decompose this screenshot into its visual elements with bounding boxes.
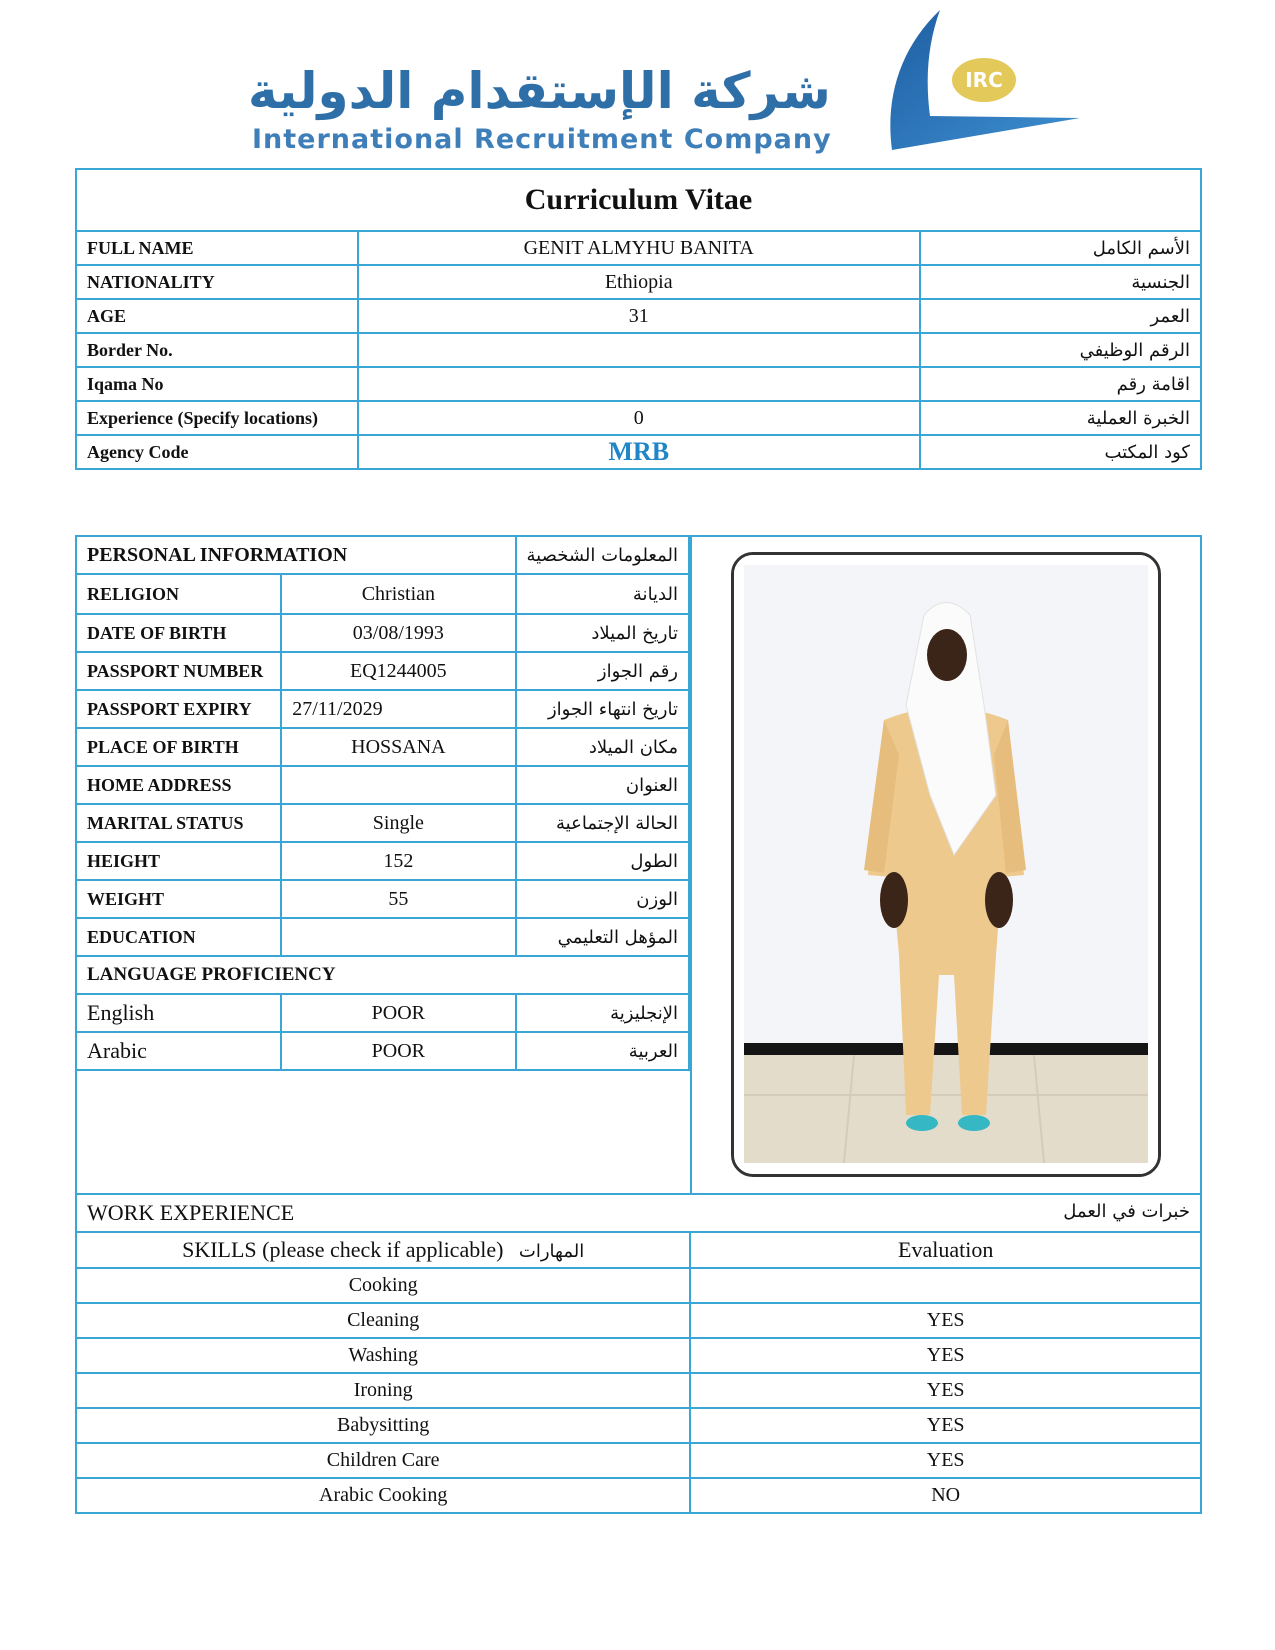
cv-row-border-no — [76, 333, 1201, 367]
personal-label: HEIGHT — [76, 842, 281, 880]
cv-row-age — [76, 299, 1201, 333]
skill-evaluation — [690, 1268, 1201, 1303]
skill-evaluation: YES — [690, 1373, 1201, 1408]
cv-value: 0 — [358, 401, 920, 435]
personal-value: 03/08/1993 — [281, 614, 515, 652]
personal-info-title: PERSONAL INFORMATION — [76, 536, 516, 574]
skills-header-label: SKILLS (please check if applicable) — [182, 1237, 504, 1262]
personal-value: 55 — [281, 880, 515, 918]
personal-label-arabic: المؤهل التعليمي — [516, 918, 690, 956]
personal-info-header — [76, 536, 689, 574]
language-label-arabic: العربية — [516, 1032, 690, 1070]
evaluation-header: Evaluation — [690, 1232, 1201, 1268]
personal-value: 152 — [281, 842, 515, 880]
language-label: English — [76, 994, 281, 1032]
skills-header-arabic: المهارات — [518, 1241, 585, 1262]
cv-label: FULL NAME — [76, 231, 358, 265]
work-experience-header — [76, 1194, 1201, 1232]
company-header — [0, 0, 1275, 165]
personal-label-arabic: الحالة الإجتماعية — [516, 804, 690, 842]
skill-name: Children Care — [76, 1443, 690, 1478]
personal-row-passport-number — [76, 652, 689, 690]
cv-label: NATIONALITY — [76, 265, 358, 299]
cv-row-nationality — [76, 265, 1201, 299]
cv-title: Curriculum Vitae — [76, 169, 1201, 231]
skill-row — [76, 1443, 1201, 1478]
cv-label: Iqama No — [76, 367, 358, 401]
personal-row-place-of-birth — [76, 728, 689, 766]
skills-header-row — [76, 1232, 1201, 1268]
cv-table — [75, 168, 1202, 470]
skills-table — [75, 1193, 1202, 1514]
personal-label-arabic: العنوان — [516, 766, 690, 804]
language-value: POOR — [281, 994, 515, 1032]
skill-row — [76, 1408, 1201, 1443]
cv-row-agency-code — [76, 435, 1201, 469]
skill-name: Arabic Cooking — [76, 1478, 690, 1513]
personal-label: PASSPORT EXPIRY — [76, 690, 281, 728]
cv-value: 31 — [358, 299, 920, 333]
personal-label: HOME ADDRESS — [76, 766, 281, 804]
skill-row — [76, 1338, 1201, 1373]
personal-value: HOSSANA — [281, 728, 515, 766]
language-proficiency-header — [76, 956, 689, 994]
personal-label-arabic: مكان الميلاد — [516, 728, 690, 766]
personal-value — [281, 918, 515, 956]
cv-value — [358, 367, 920, 401]
cv-value: GENIT ALMYHU BANITA — [358, 231, 920, 265]
personal-label: EDUCATION — [76, 918, 281, 956]
skill-row — [76, 1373, 1201, 1408]
work-experience-title-arabic: خبرات في العمل — [1063, 1201, 1190, 1222]
agency-code-value: MRB — [358, 435, 920, 469]
skill-name: Cooking — [76, 1268, 690, 1303]
language-label-arabic: الإنجليزية — [516, 994, 690, 1032]
language-row-arabic — [76, 1032, 689, 1070]
candidate-photo-image — [734, 555, 1158, 1174]
personal-label-arabic: تاريخ انتهاء الجواز — [516, 690, 690, 728]
personal-label: WEIGHT — [76, 880, 281, 918]
personal-info-title-arabic: المعلومات الشخصية — [516, 536, 690, 574]
language-value: POOR — [281, 1032, 515, 1070]
personal-label: RELIGION — [76, 574, 281, 614]
cv-label: Experience (Specify locations) — [76, 401, 358, 435]
cv-label: Border No. — [76, 333, 358, 367]
skill-evaluation: YES — [690, 1443, 1201, 1478]
skill-name: Ironing — [76, 1373, 690, 1408]
personal-label-arabic: الطول — [516, 842, 690, 880]
personal-info-table — [75, 535, 690, 1071]
skill-row — [76, 1268, 1201, 1303]
skill-name: Cleaning — [76, 1303, 690, 1338]
cv-row-iqama-no — [76, 367, 1201, 401]
skill-row — [76, 1478, 1201, 1513]
personal-row-date-of-birth — [76, 614, 689, 652]
personal-label-arabic: تاريخ الميلاد — [516, 614, 690, 652]
personal-label-arabic: رقم الجواز — [516, 652, 690, 690]
cv-label-arabic: العمر — [920, 299, 1201, 333]
candidate-photo — [731, 552, 1161, 1177]
personal-value — [281, 766, 515, 804]
personal-row-marital-status — [76, 804, 689, 842]
company-name-arabic: شركة الإستقدام الدولية — [248, 62, 831, 120]
personal-row-weight — [76, 880, 689, 918]
skill-name: Babysitting — [76, 1408, 690, 1443]
personal-row-home-address — [76, 766, 689, 804]
personal-row-passport-expiry — [76, 690, 689, 728]
cv-row-full-name — [76, 231, 1201, 265]
cv-label-arabic: الخبرة العملية — [920, 401, 1201, 435]
skills-header — [76, 1232, 690, 1268]
skill-evaluation: YES — [690, 1408, 1201, 1443]
personal-label: PLACE OF BIRTH — [76, 728, 281, 766]
personal-value: Christian — [281, 574, 515, 614]
language-row-english — [76, 994, 689, 1032]
skill-name: Washing — [76, 1338, 690, 1373]
personal-label-arabic: الوزن — [516, 880, 690, 918]
cv-label: AGE — [76, 299, 358, 333]
cv-label-arabic: كود المكتب — [920, 435, 1201, 469]
personal-value: EQ1244005 — [281, 652, 515, 690]
personal-label: DATE OF BIRTH — [76, 614, 281, 652]
work-experience-cell — [76, 1194, 1201, 1232]
cv-label: Agency Code — [76, 435, 358, 469]
skill-evaluation: NO — [690, 1478, 1201, 1513]
cv-row-experience — [76, 401, 1201, 435]
personal-value: 27/11/2029 — [281, 690, 515, 728]
irc-badge-icon: IRC — [952, 58, 1016, 102]
personal-row-education — [76, 918, 689, 956]
skill-evaluation: YES — [690, 1303, 1201, 1338]
work-experience-title: WORK EXPERIENCE — [87, 1200, 295, 1225]
cv-label-arabic: الرقم الوظيفي — [920, 333, 1201, 367]
personal-row-religion — [76, 574, 689, 614]
cv-value: Ethiopia — [358, 265, 920, 299]
personal-row-height — [76, 842, 689, 880]
company-name-english: International Recruitment Company — [252, 124, 832, 155]
skill-evaluation: YES — [690, 1338, 1201, 1373]
section-divider — [690, 535, 692, 1195]
language-label: Arabic — [76, 1032, 281, 1070]
personal-value: Single — [281, 804, 515, 842]
personal-label: PASSPORT NUMBER — [76, 652, 281, 690]
cv-label-arabic: اقامة رقم — [920, 367, 1201, 401]
skill-row — [76, 1303, 1201, 1338]
personal-label-arabic: الديانة — [516, 574, 690, 614]
cv-label-arabic: الجنسية — [920, 265, 1201, 299]
personal-label: MARITAL STATUS — [76, 804, 281, 842]
language-proficiency-title: LANGUAGE PROFICIENCY — [76, 956, 689, 994]
cv-value — [358, 333, 920, 367]
cv-label-arabic: الأسم الكامل — [920, 231, 1201, 265]
